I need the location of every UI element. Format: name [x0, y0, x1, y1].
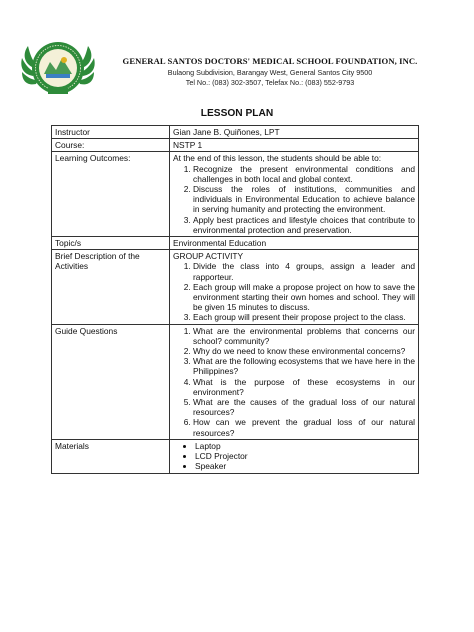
row-course	[52, 139, 419, 152]
list-item: 3. Apply best practices and lifestyle choices that contribute to environmental protection and preservation.	[193, 215, 415, 235]
row-activities	[52, 250, 419, 324]
activities-value	[170, 250, 419, 324]
list-item: 2. Discuss the roles of institutions, communities and individuals in Environmental Education to achieve balance in serving humanity and protecting the environment.	[193, 184, 415, 215]
course-label: Course:	[52, 139, 170, 152]
questions-list	[173, 326, 415, 438]
list-item: 5. What are the causes of the gradual loss of our natural resources?	[193, 397, 415, 417]
instructor-value: Gian Jane B. Quiñones, LPT	[170, 126, 419, 139]
activities-intro: GROUP ACTIVITY	[173, 251, 244, 262]
list-item: 6. How can we prevent the gradual loss of our natural resources?	[193, 417, 415, 437]
lesson-plan-table	[51, 125, 419, 474]
outcomes-list	[173, 164, 415, 235]
list-item: 3. What are the following ecosystems that we have here in the Philippines?	[193, 356, 415, 376]
list-item: 1. Divide the class into 4 groups, assign a leader and rapporteur.	[193, 261, 415, 281]
materials-value	[170, 439, 419, 473]
instructor-label: Instructor	[52, 126, 170, 139]
document-header	[0, 0, 474, 110]
questions-value	[170, 324, 419, 439]
page-title: LESSON PLAN	[200, 108, 274, 119]
school-name: GENERAL SANTOS DOCTORS' MEDICAL SCHOOL FOUNDATION, INC.	[122, 56, 418, 66]
activities-list	[173, 261, 415, 322]
list-item: 2. Why do we need to know these environmental concerns?	[193, 346, 415, 356]
list-item: • LCD Projector	[195, 451, 415, 461]
materials-label: Materials	[52, 439, 170, 473]
outcomes-intro: At the end of this lesson, the students should be able to:	[173, 153, 382, 164]
activities-label: Brief Description of the Activities	[52, 250, 170, 324]
row-materials	[52, 439, 419, 473]
school-seal-logo	[20, 36, 96, 100]
outcomes-label: Learning Outcomes:	[52, 152, 170, 237]
list-item: 1. Recognize the present environmental conditions and challenges in both local and global context.	[193, 164, 415, 184]
questions-label: Guide Questions	[52, 324, 170, 439]
list-item: 1. What are the environmental problems that concerns our school? community?	[193, 326, 415, 346]
row-learning-outcomes	[52, 152, 419, 237]
topics-label: Topic/s	[52, 237, 170, 250]
topics-value: Environmental Education	[170, 237, 419, 250]
school-address: Bulaong Subdivision, Barangay West, General Santos City 9500	[167, 68, 373, 77]
row-topics	[52, 237, 419, 250]
list-item: 2. Each group will make a propose project on how to save the environment starting their own homes and school. They will be given 15 minutes to discuss.	[193, 282, 415, 313]
list-item: • Laptop	[195, 441, 415, 451]
materials-list	[173, 441, 415, 472]
outcomes-value	[170, 152, 419, 237]
list-item: • Speaker	[195, 461, 415, 471]
row-instructor	[52, 126, 419, 139]
school-contact: Tel No.: (083) 302-3507, Telefax No.: (083) 552-9793	[185, 78, 355, 87]
course-value: NSTP 1	[170, 139, 419, 152]
list-item: 3. Each group will present their propose project to the class.	[193, 312, 415, 322]
row-guide-questions	[52, 324, 419, 439]
list-item: 4. What is the purpose of these ecosystems in our environment?	[193, 377, 415, 397]
